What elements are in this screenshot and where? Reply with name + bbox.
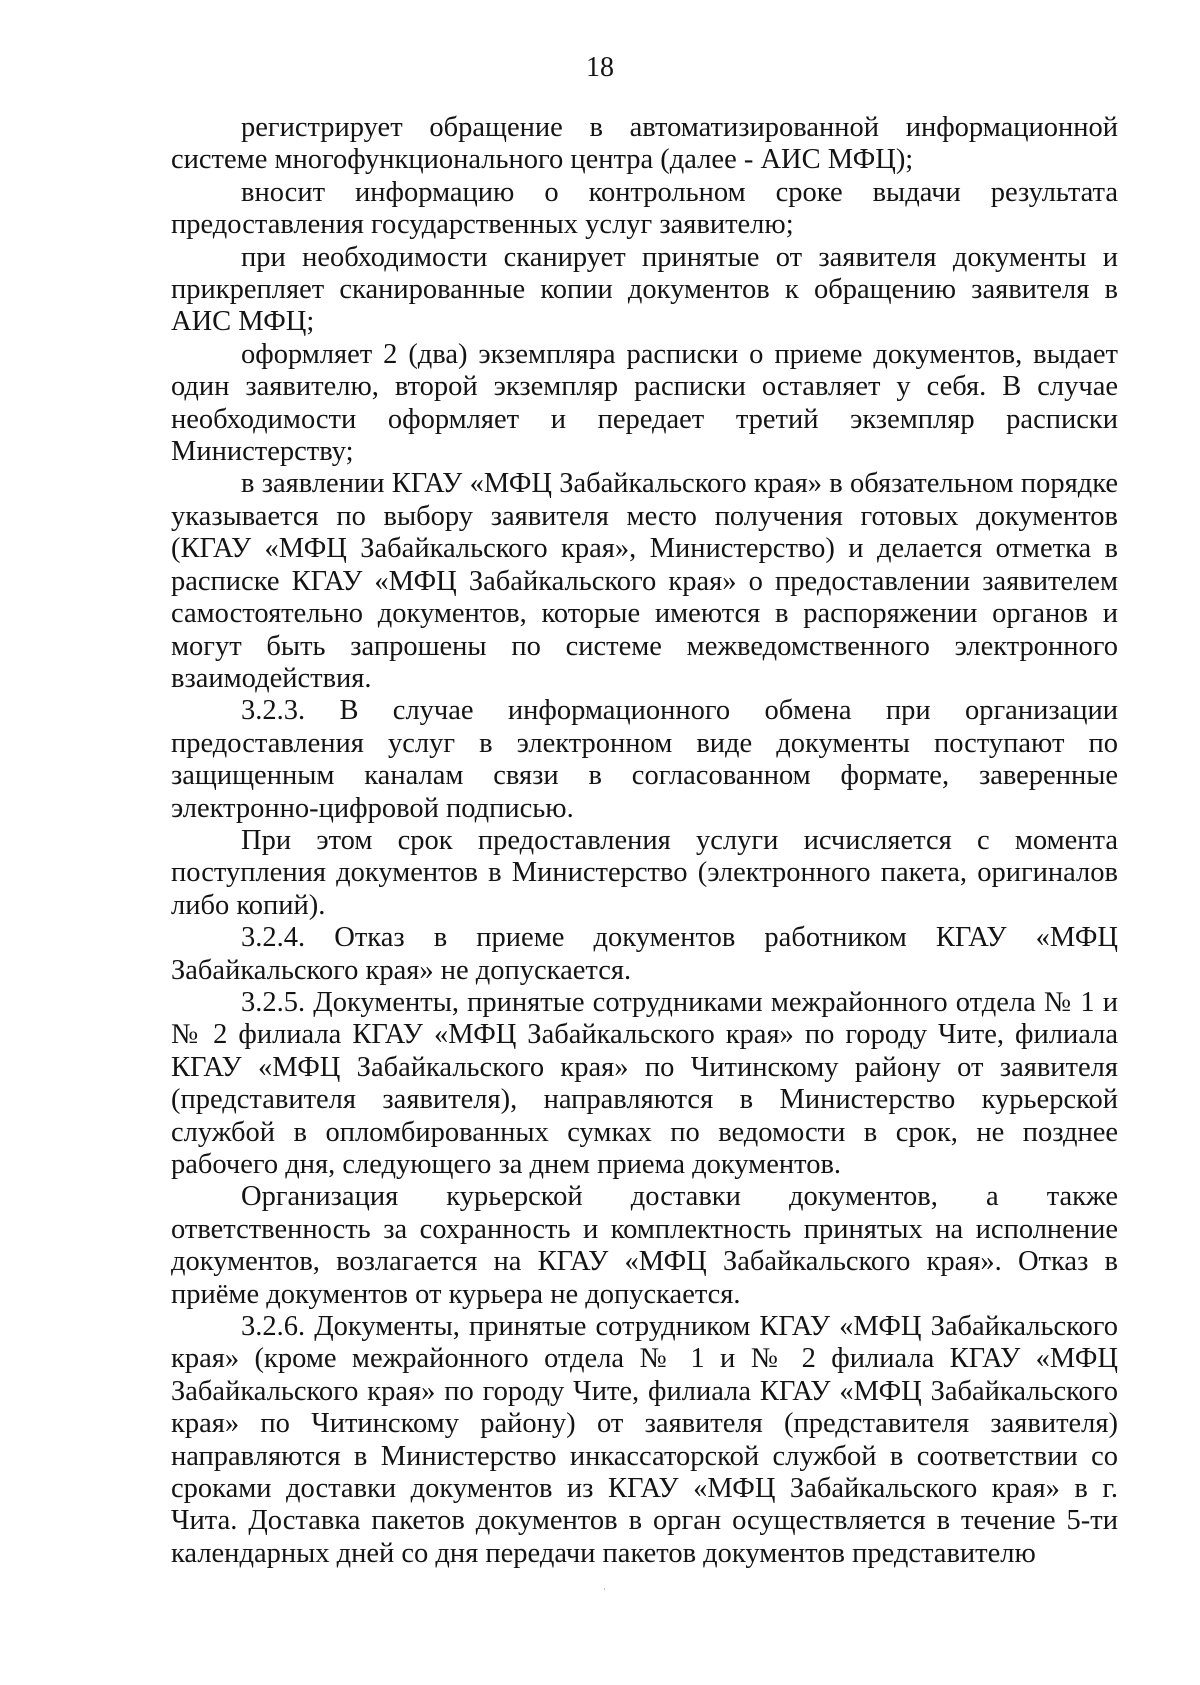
paragraph-courier-delivery: Организация курьерской доставки документов, а также ответственность за сохранность и комплектность принятых на исполнение документов, возлагается на КГАУ «МФЦ Забайкальского края». Отказ в приёме документов от курьера не допускается.: [171, 1181, 1118, 1310]
scan-speck: [604, 1588, 605, 1590]
paragraph-3-2-6: 3.2.6. Документы, принятые сотрудником КГАУ «МФЦ Забайкальского края» (кроме межрайонного отдела № 1 и № 2 филиала КГАУ «МФЦ Забайкальского края» по городу Чите, филиала КГАУ «МФЦ Забайкальского края» по Читинскому району) от заявителя (представителя заявителя) направляются в Министерство инкассаторской службой в соответствии со сроками доставки документов из КГАУ «МФЦ Забайкальского края» в г. Чита. Доставка пакетов документов в орган осуществляется в течение 5-ти календарных дней со дня передачи пакетов документов представителю: [171, 1311, 1118, 1569]
paragraph-application: в заявлении КГАУ «МФЦ Забайкальского края» в обязательном порядке указывается по выбору заявителя место получения готовых документов (КГАУ «МФЦ Забайкальского края», Министерство) и делается отметка в расписке КГАУ «МФЦ Забайкальского края» о предоставлении заявителем самостоятельно документов, которые имеются в распоряжении органов и могут быть запрошены по системе межведомственного электронного взаимодействия.: [171, 468, 1118, 694]
paragraph-scanning: при необходимости сканирует принятые от заявителя документы и прикрепляет сканированные копии документов к обращению заявителя в АИС МФЦ;: [171, 241, 1118, 338]
paragraph-term-calculation: При этом срок предоставления услуги исчисляется с момента поступления документов в Министерство (электронного пакета, оригиналов либо копий).: [171, 824, 1118, 921]
paragraph-3-2-3: 3.2.3. В случае информационного обмена при организации предоставления услуг в электронном виде документы поступают по защищенным каналам связи в согласованном формате, заверенные электронно-цифровой подписью.: [171, 695, 1118, 824]
page-number: 18: [586, 52, 614, 83]
paragraph-receipt: оформляет 2 (два) экземпляра расписки о приеме документов, выдает один заявителю, второй экземпляр расписки оставляет у себя. В случае необходимости оформляет и передает третий экземпляр расписки Министерству;: [171, 338, 1118, 468]
paragraph-3-2-5: 3.2.5. Документы, принятые сотрудниками межрайонного отдела № 1 и № 2 филиала КГАУ «МФЦ Забайкальского края» по городу Чите, филиала КГАУ «МФЦ Забайкальского края» по Читинскому району от заявителя (представителя заявителя), направляются в Министерство курьерской службой в опломбированных сумках по ведомости в срок, не позднее рабочего дня, следующего за днем приема документов.: [171, 986, 1118, 1180]
paragraph-control-term: вносит информацию о контрольном сроке выдачи результата предоставления государственных услуг заявителю;: [171, 176, 1118, 241]
paragraph-3-2-4: 3.2.4. Отказ в приеме документов работником КГАУ «МФЦ Забайкальского края» не допускается.: [171, 922, 1118, 986]
paragraph-registration: регистрирует обращение в автоматизированной информационной системе многофункционального центра (далее - АИС МФЦ);: [171, 112, 1118, 176]
document-body: [171, 112, 1118, 1570]
